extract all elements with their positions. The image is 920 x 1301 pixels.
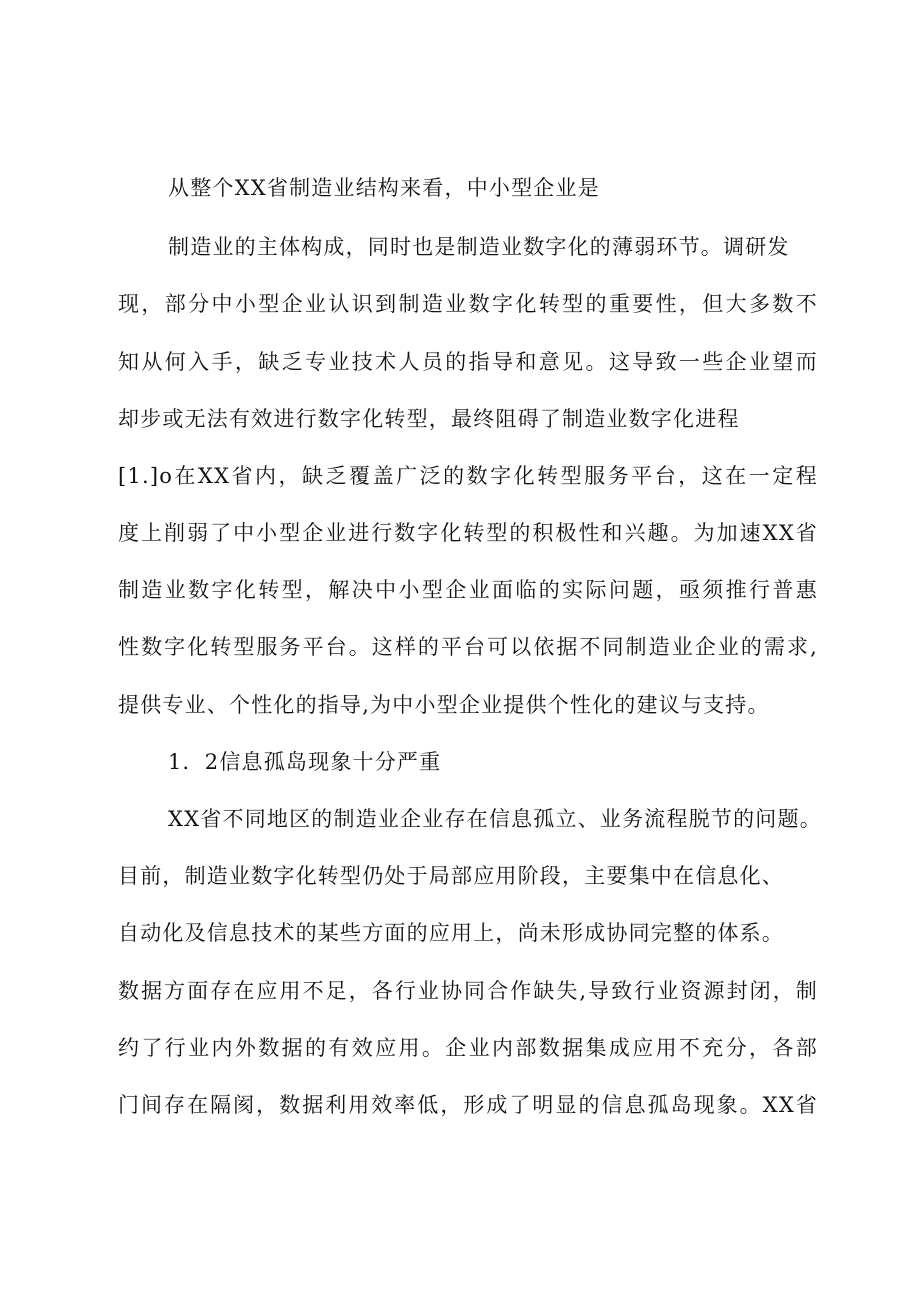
paragraph-line: 约了行业内外数据的有效应用。企业内部数据集成应用不充分，各部 [118, 1036, 818, 1060]
paragraph-line: 门间存在隔阂，数据利用效率低，形成了明显的信息孤岛现象。XX省 [118, 1093, 818, 1117]
paragraph-line: 度上削弱了中小型企业进行数字化转型的积极性和兴趣。为加速XX省 [118, 521, 818, 545]
paragraph-line: 提供专业、个性化的指导,为中小型企业提供个性化的建议与支持。 [118, 693, 770, 717]
paragraph-line: [1.]o在XX省内，缺乏覆盖广泛的数字化转型服务平台，这在一定程 [118, 464, 818, 488]
paragraph-line: 现，部分中小型企业认识到制造业数字化转型的重要性，但大多数不 [118, 292, 818, 316]
paragraph-line: 制造业数字化转型，解决中小型企业面临的实际问题，亟须推行普惠 [118, 578, 818, 602]
paragraph-line: 数据方面存在应用不足，各行业协同合作缺失,导致行业资源封闭，制 [118, 979, 818, 1003]
paragraph-line: 性数字化转型服务平台。这样的平台可以依据不同制造业企业的需求, [118, 635, 818, 659]
paragraph-line: 知从何入手，缺乏专业技术人员的指导和意见。这导致一些企业望而 [118, 350, 818, 374]
paragraph-line: 却步或无法有效进行数字化转型，最终阻碍了制造业数字化进程 [118, 407, 740, 431]
paragraph-line: 从整个XX省制造业结构来看，中小型企业是 [168, 176, 600, 200]
paragraph-line: 制造业的主体构成，同时也是制造业数字化的薄弱环节。调研发 [168, 235, 790, 259]
paragraph-line: 自动化及信息技术的某些方面的应用上，尚未形成协同完整的体系。 [118, 921, 784, 945]
paragraph-line: 目前，制造业数字化转型仍处于局部应用阶段，主要集中在信息化、 [118, 864, 784, 888]
paragraph-line: XX省不同地区的制造业企业存在信息孤立、业务流程脱节的问题。 [168, 807, 822, 831]
section-heading: 1．2信息孤岛现象十分严重 [168, 750, 442, 774]
